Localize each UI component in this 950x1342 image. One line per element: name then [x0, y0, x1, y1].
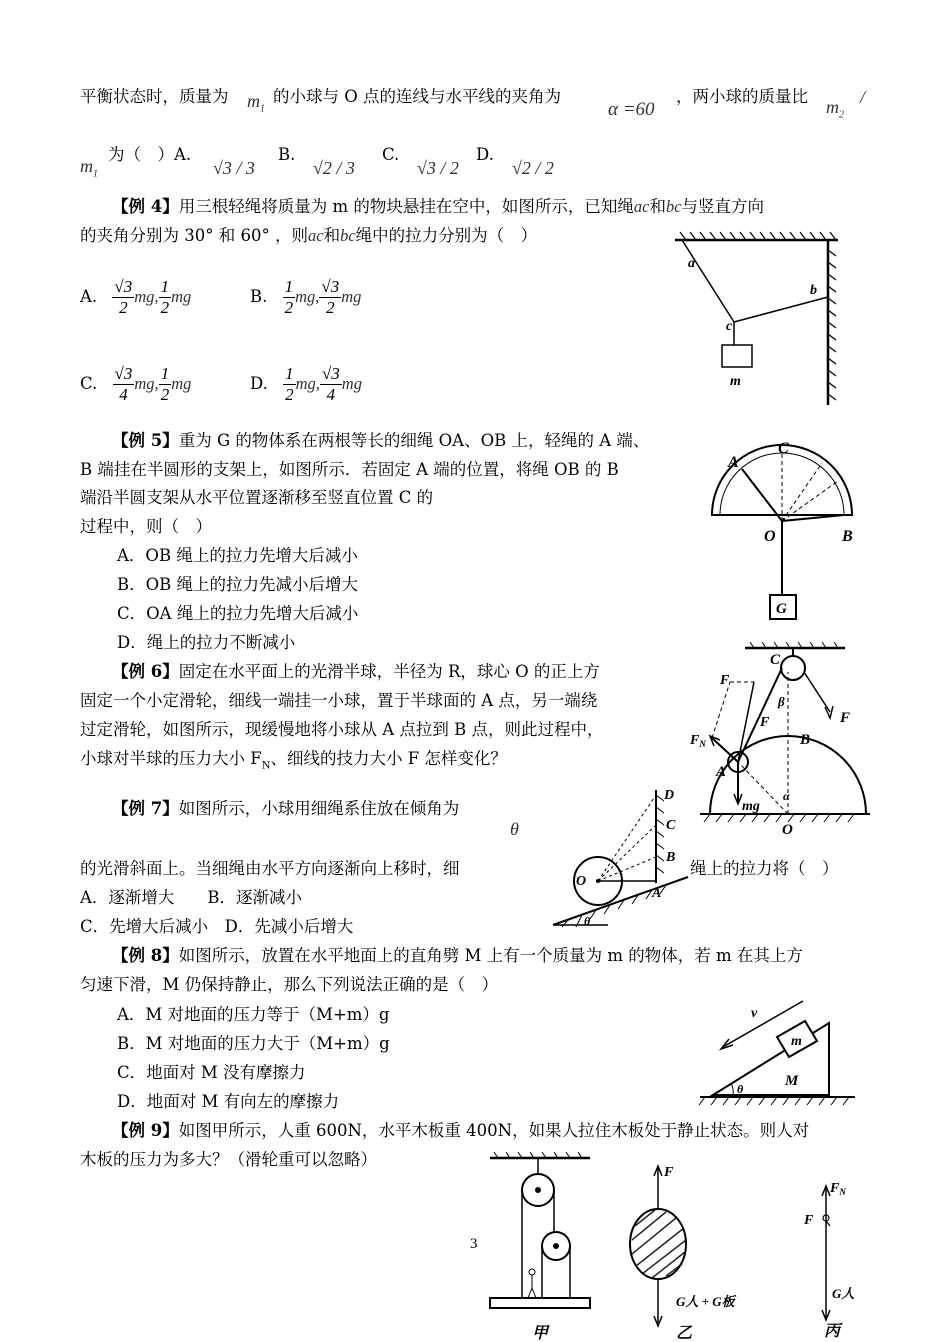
fig9-label-FN: $F_N$: [830, 1181, 846, 1197]
ex5-opt-d: D．绳上的拉力不断减小: [117, 633, 296, 652]
ex6-line2: 固定一个小定滑轮，细线一端挂一小球，置于半球面的 A 点，另一端绕: [80, 691, 598, 710]
ex7-figure: [548, 785, 698, 930]
ex4-text: 【例 4】用三根轻绳将质量为 m 的物块悬挂在空中，如图所示，已知绳ac和bc与竖直方向: [112, 197, 765, 216]
fig8-label-v: v: [751, 1006, 758, 1021]
ex5-opt-a: A．OB 绳上的拉力先增大后减小: [117, 546, 358, 565]
line2-text-c: C.: [382, 145, 400, 164]
m2-symbol: $m_2$: [826, 97, 844, 121]
page-number: 3: [470, 1236, 478, 1252]
fig8-label-m: m: [791, 1034, 802, 1049]
slash: /: [860, 87, 866, 107]
fig7-label-theta: θ: [584, 914, 591, 928]
fig4-label-m: m: [730, 374, 741, 389]
ex8-opt-b: B．M 对地面的压力大于（M+m）g: [117, 1034, 390, 1053]
ex4-option-c: C. $\frac{√3}{4}$ mg, $\frac{1}{2}$ mg: [80, 364, 192, 404]
ex7-line2: 的光滑斜面上。当细绳由水平方向逐渐向上移时，细: [80, 859, 460, 878]
ex8-opt-a: A．M 对地面的压力等于（M+m）g: [117, 1005, 390, 1024]
opt-c-value: √3 / 2: [417, 158, 459, 178]
ex8-line1: 【例 8】如图所示，放置在水平地面上的直角劈 M 上有一个质量为 m 的物体，若 m 在其上方: [112, 946, 803, 965]
ex8-line2: 匀速下滑，M 仍保持静止，那么下列说法正确的是（ ）: [80, 975, 499, 994]
ex7-opt-cd: C．先增大后减小 D．先减小后增大: [80, 917, 354, 936]
fig9-label-jia: 甲: [532, 1325, 549, 1342]
ex5-opt-c: C．OA 绳上的拉力先增大后减小: [117, 604, 359, 623]
fig6-label-FN: $F_N$: [690, 733, 706, 749]
ex4-text-2: 的夹角分别为 30° 和 60° ，则ac和bc绳中的拉力分别为（ ）: [80, 226, 538, 245]
m1-symbol: $m_1$: [247, 91, 265, 115]
ex5-opt-b: B．OB 绳上的拉力先减小后增大: [117, 575, 359, 594]
line1-text-c: ，两小球的质量比: [676, 87, 808, 106]
ex7-line1: 【例 7】如图所示，小球用细绳系住放在倾角为: [112, 799, 460, 818]
fig6-label-F: F: [840, 710, 851, 726]
fig6-label-A: A: [716, 764, 727, 780]
fig9-label-G1: G人 + G板: [676, 1294, 735, 1309]
fig6-label-B: B: [800, 732, 811, 748]
fig6-label-Fa: F: [720, 673, 730, 688]
ex4-figure: [670, 230, 850, 410]
fig6-label-Fb: F: [760, 715, 770, 730]
fig7-label-A: A: [652, 886, 662, 901]
fig9-label-yi: 乙: [676, 1325, 693, 1342]
fig6-label-alpha: α: [783, 789, 790, 803]
fig6-label-O: O: [782, 822, 793, 837]
ex4-option-a: A. $\frac{√3}{2}$ mg, $\frac{1}{2}$ mg: [80, 277, 192, 317]
alpha-eq: α =60: [608, 99, 655, 120]
ex9-line2: 木板的压力为多大？（滑轮重可以忽略）: [80, 1150, 377, 1169]
fig4-label-a: a: [688, 256, 695, 271]
fig5-label-A: A: [728, 454, 739, 471]
line2-text-b: B.: [278, 145, 296, 164]
m1-symbol-2: $m_1$: [80, 156, 98, 180]
ex5-line3: 端沿半圆支架从水平位置逐渐移至竖直位置 C 的: [80, 488, 434, 507]
ex7-opt-ab: A．逐渐增大 B．逐渐减小: [80, 888, 303, 907]
fig6-label-beta: β: [778, 694, 785, 709]
opt-b-value: √2 / 3: [313, 158, 355, 178]
line2-text-d: D.: [476, 145, 494, 164]
fig7-label-D: D: [664, 788, 675, 803]
ex5-line4: 过程中，则（ ）: [80, 517, 212, 536]
ex5-line1: 【例 5】重为 G 的物体系在两根等长的细绳 OA、OB 上，轻绳的 A 端、: [112, 431, 650, 450]
ex8-figure: [695, 995, 860, 1110]
ex6-figure: [690, 642, 875, 837]
ex6-line3: 过定滑轮，如图所示，现缓慢地将小球从 A 点拉到 B 点，则此过程中，: [80, 720, 604, 739]
fig6-label-mg: mg: [742, 799, 760, 814]
ex8-opt-c: C．地面对 M 没有摩擦力: [117, 1063, 306, 1082]
opt-a-value: √3 / 3: [213, 158, 255, 178]
fig5-label-G: G: [776, 601, 787, 617]
ex9-line1: 【例 9】如图甲所示，人重 600N，水平木板重 400N，如果人拉住木板处于静止状态。则人对: [112, 1121, 810, 1140]
ex7-line2b: 绳上的拉力将（ ）: [690, 859, 839, 878]
line1-text-b: 的小球与 O 点的连线与水平线的夹角为: [273, 87, 562, 106]
ex4-option-b: B. $\frac{1}{2}$ mg, $\frac{√3}{2}$ mg: [250, 277, 362, 317]
ex5-line2: B 端挂在半圆形的支架上，如图所示．若固定 A 端的位置，将绳 OB 的 B: [80, 460, 619, 479]
fig9-label-F2: F: [804, 1213, 814, 1228]
line2-text-a: 为（ ）A.: [108, 145, 192, 164]
fig9-label-bing: 丙: [824, 1323, 841, 1340]
fig7-label-O: O: [576, 874, 587, 889]
fig8-label-theta: θ: [737, 1082, 744, 1096]
ex5-figure: [700, 435, 860, 630]
fig8-label-M: M: [785, 1073, 799, 1089]
fig7-label-B: B: [666, 850, 676, 865]
fig5-label-C: C: [778, 440, 789, 457]
line1-text-a: 平衡状态时，质量为: [80, 87, 229, 106]
ex8-opt-d: D．地面对 M 有向左的摩擦力: [117, 1092, 340, 1111]
fig4-label-b: b: [810, 283, 817, 298]
fig7-label-C: C: [666, 818, 676, 833]
ex6-line4: 小球对半球的压力大小 $F_N$、细线的技力大小 F 怎样变化？: [80, 749, 507, 772]
fig5-label-O: O: [764, 528, 776, 545]
ex9-figure: [480, 1148, 880, 1342]
fig6-label-C: C: [770, 652, 781, 668]
ex4-option-d: D. $\frac{1}{2}$ mg, $\frac{√3}{4}$ mg: [250, 364, 362, 404]
fig4-label-c: c: [726, 319, 733, 334]
ex6-line1: 【例 6】固定在水平面上的光滑半球，半径为 R，球心 O 的正上方: [112, 662, 600, 681]
fig9-label-F1: F: [664, 1165, 674, 1180]
ex7-theta: θ: [510, 819, 519, 839]
opt-d-value: √2 / 2: [512, 158, 554, 178]
fig9-label-G2: G人: [832, 1286, 855, 1301]
fig5-label-B: B: [842, 528, 853, 545]
